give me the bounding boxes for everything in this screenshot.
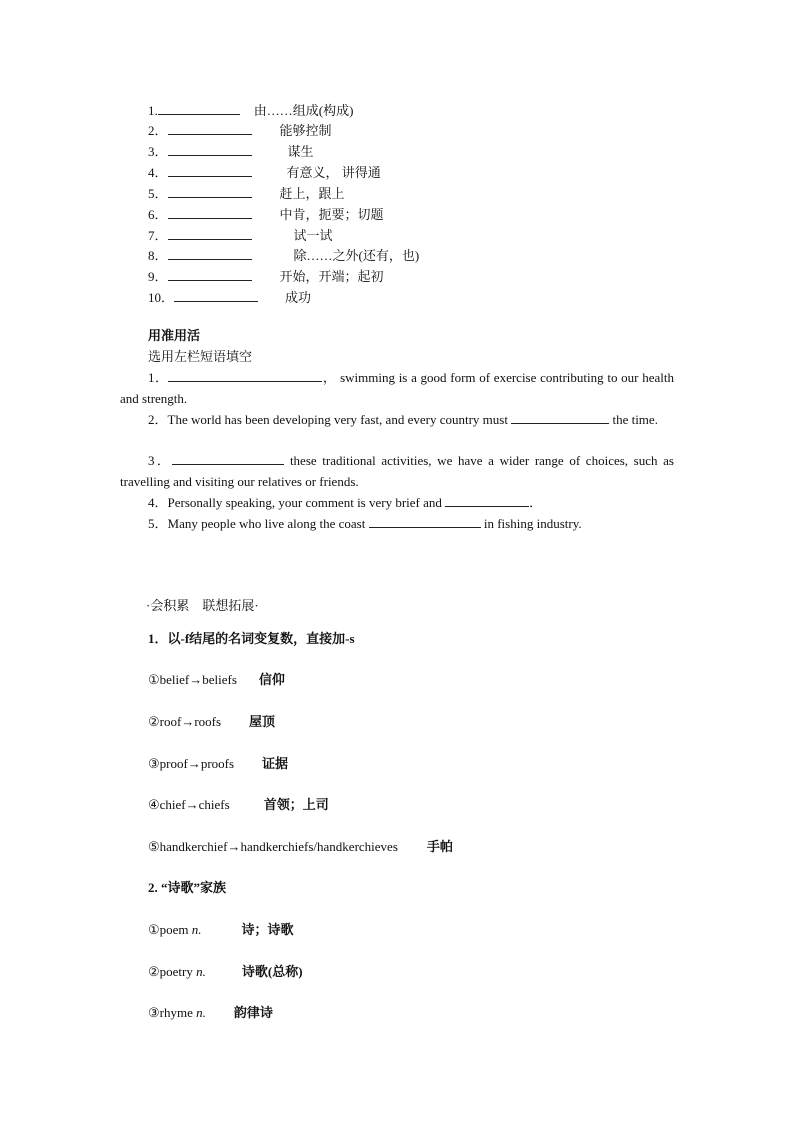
vocab-number: 6． [148, 207, 168, 222]
item-text-after: in fishing industry. [480, 516, 582, 531]
vocab-meaning: 由……组成(构成) [253, 103, 354, 118]
word-form: ③proof→proofs [148, 756, 235, 771]
vocab-meaning: 开始，开端；起初 [279, 269, 384, 284]
practice-instruction: 选用左栏短语填空 [148, 349, 253, 364]
practice-item [120, 450, 674, 492]
answer-blank[interactable] [168, 205, 252, 219]
word-meaning: 证据 [262, 756, 289, 771]
practice-item [120, 367, 674, 409]
answer-blank[interactable] [168, 226, 252, 240]
vocab-meaning: 能够控制 [279, 123, 332, 138]
word-meaning: 首领；上司 [263, 797, 329, 812]
practice-item [120, 409, 674, 430]
list-item [148, 964, 303, 980]
section1-title: 1．以-f结尾的名词变复数，直接加-s [148, 631, 355, 646]
answer-blank[interactable] [158, 101, 240, 115]
item-text-before: Personally speaking, your comment is very brief and [167, 495, 446, 510]
answer-blank[interactable] [445, 493, 529, 507]
answer-blank[interactable] [369, 514, 481, 528]
answer-blank[interactable] [168, 163, 252, 177]
item-text-after: ， swimming is a good form of exercise contributing to our health and strength. [120, 370, 674, 406]
item-number: 3． [148, 453, 173, 468]
vocab-item [148, 101, 353, 119]
word-meaning: 信仰 [258, 672, 285, 687]
word-meaning: 诗歌(总称) [241, 964, 303, 979]
vocab-item [148, 205, 384, 223]
word-meaning: 诗；诗歌 [241, 922, 294, 937]
word-form: ⑤handkerchief→handkerchiefs/handkerchieves [148, 839, 398, 854]
word-meaning: 韵律诗 [233, 1005, 273, 1020]
answer-blank[interactable] [168, 121, 252, 135]
item-number: 4． [148, 495, 168, 510]
vocab-meaning: 赶上，跟上 [279, 186, 345, 201]
vocab-number: 1. [148, 103, 158, 118]
answer-blank[interactable] [511, 410, 609, 424]
list-item [148, 922, 294, 938]
word-form: ③rhyme [148, 1005, 193, 1020]
vocab-meaning: 谋生 [287, 144, 314, 159]
part-of-speech: n. [191, 922, 202, 937]
vocab-item [148, 163, 381, 181]
item-number: 2． [148, 412, 168, 427]
word-form: ④chief→chiefs [148, 797, 230, 812]
vocab-item [148, 142, 314, 160]
vocab-number: 2． [148, 123, 168, 138]
vocab-number: 5． [148, 186, 168, 201]
vocab-number: 7． [148, 228, 168, 243]
vocab-meaning: 除……之外(还有，也) [293, 248, 420, 263]
practice-item [120, 492, 674, 513]
word-form: ②roof→roofs [148, 714, 222, 729]
list-item [148, 756, 288, 772]
vocab-meaning: 有意义， 讲得通 [286, 165, 381, 180]
vocab-meaning: 中肯，扼要；切题 [279, 207, 384, 222]
vocab-number: 3． [148, 144, 168, 159]
practice-heading: 用准用活 [148, 328, 201, 343]
word-form: ①poem [148, 922, 189, 937]
list-item [148, 714, 275, 730]
vocab-item [148, 184, 345, 202]
answer-blank[interactable] [168, 246, 252, 260]
answer-blank[interactable] [168, 368, 322, 382]
answer-blank[interactable] [168, 184, 252, 198]
word-meaning: 屋顶 [249, 714, 276, 729]
vocab-number: 10． [148, 290, 175, 305]
item-text-after: the time. [609, 412, 658, 427]
part-of-speech: n. [196, 964, 206, 979]
part-of-speech: n. [196, 1005, 206, 1020]
expand-heading: ·会积累 联想拓展· [146, 598, 259, 613]
list-item [148, 839, 453, 855]
vocab-item [148, 121, 332, 139]
word-meaning: 手帕 [426, 839, 453, 854]
item-text-before: The world has been developing very fast, and every country must [167, 412, 512, 427]
vocab-meaning: 成功 [285, 290, 312, 305]
practice-item [120, 513, 674, 534]
section2-title: 2. “诗歌”家族 [148, 880, 227, 895]
item-number: 1． [148, 370, 169, 385]
word-form: ②poetry [148, 964, 193, 979]
vocab-item [148, 267, 384, 285]
answer-blank[interactable] [168, 142, 252, 156]
vocab-number: 9． [148, 269, 168, 284]
word-form: ①belief→beliefs [148, 672, 237, 687]
vocab-meaning: 试一试 [293, 228, 333, 243]
list-item [148, 672, 285, 688]
list-item [148, 1005, 273, 1021]
vocab-item [148, 288, 311, 306]
item-text-before: Many people who live along the coast [167, 516, 369, 531]
item-text-after: these traditional activities, we have a wider range of choices, such as travelling and visiting our relatives or friends. [120, 453, 674, 489]
vocab-item [148, 226, 333, 244]
list-item [148, 797, 329, 813]
answer-blank[interactable] [172, 451, 284, 465]
vocab-item [148, 246, 419, 264]
answer-blank[interactable] [174, 288, 258, 302]
vocab-number: 4． [148, 165, 168, 180]
answer-blank[interactable] [168, 267, 252, 281]
item-text-after: ． [529, 495, 543, 510]
item-number: 5． [148, 516, 168, 531]
vocab-number: 8． [148, 248, 168, 263]
